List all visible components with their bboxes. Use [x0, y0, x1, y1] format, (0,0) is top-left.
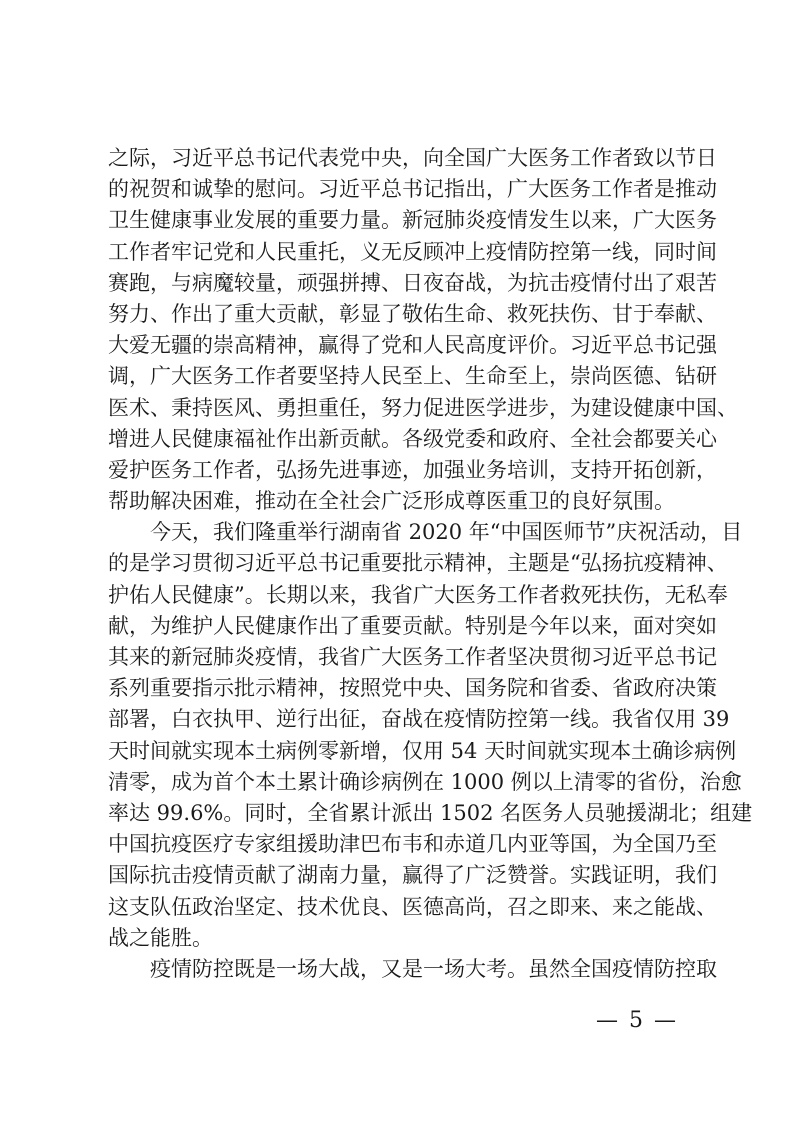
text-line: 大爱无疆的崇高精神，赢得了党和人民高度评价。习近平总书记强 — [108, 333, 717, 358]
text-line: 调，广大医务工作者要坚持人民至上、生命至上，崇尚医德、钻研 — [108, 364, 717, 389]
text-line: 努力、作出了重大贡献，彰显了敬佑生命、救死扶伤、甘于奉献、 — [108, 301, 717, 326]
text-line: 之际，习近平总书记代表党中央，向全国广大医务工作者致以节日 — [108, 146, 717, 170]
text-line: 今天，我们隆重举行湖南省 2020 年“中国医师节”庆祝活动，目 — [108, 520, 743, 545]
paragraph-3 — [108, 954, 717, 985]
body-text — [108, 143, 753, 985]
text-line: 国际抗击疫情贡献了湖南力量，赢得了广泛赞誉。实践证明，我们 — [108, 863, 717, 888]
text-line: 战之能胜。 — [108, 925, 213, 950]
text-line: 部署，白衣执甲、逆行出征，奋战在疫情防控第一线。我省仅用 39 — [108, 707, 730, 732]
text-line: 天时间就实现本土病例零新增，仅用 54 天时间就实现本土确诊病例 — [108, 738, 737, 763]
text-line: 中国抗疫医疗专家组援助津巴布韦和赤道几内亚等国，为全国乃至 — [108, 832, 717, 857]
text-line: 医术、秉持医风、勇担重任，努力促进医学进步，为建设健康中国、 — [108, 395, 738, 420]
text-line: 的是学习贯彻习近平总书记重要批示精神，主题是“弘扬抗疫精神、 — [108, 551, 728, 576]
text-line: 增进人民健康福祉作出新贡献。各级党委和政府、全社会都要关心 — [108, 426, 717, 451]
text-line: 爱护医务工作者，弘扬先进事迹，加强业务培训，支持开拓创新， — [108, 457, 717, 482]
page-number: — 5 — — [596, 1008, 678, 1033]
text-line: 献，为维护人民健康作出了重要贡献。特别是今年以来，面对突如 — [108, 613, 717, 638]
text-line: 赛跑，与病魔较量，顽强拼搏、日夜奋战，为抗击疫情付出了艰苦 — [108, 270, 717, 295]
text-line: 疫情防控既是一场大战，又是一场大考。虽然全国疫情防控取 — [108, 956, 717, 981]
text-line: 工作者牢记党和人民重托，义无反顾冲上疫情防控第一线，同时间 — [108, 239, 717, 264]
text-line: 其来的新冠肺炎疫情，我省广大医务工作者坚决贯彻习近平总书记 — [108, 645, 717, 669]
text-line: 这支队伍政治坚定、技术优良、医德高尚，召之即来、来之能战、 — [108, 894, 717, 919]
text-line: 清零，成为首个本土累计确诊病例在 1000 例以上清零的省份，治愈 — [108, 769, 742, 794]
paragraph-1 — [108, 143, 738, 517]
paragraph-2 — [108, 517, 753, 954]
text-line: 卫生健康事业发展的重要力量。新冠肺炎疫情发生以来，广大医务 — [108, 208, 717, 233]
text-line: 系列重要指示批示精神，按照党中央、国务院和省委、省政府决策 — [108, 676, 717, 701]
text-line: 率达 99.6%。同时，全省累计派出 1502 名医务人员驰援湖北；组建 — [108, 800, 753, 825]
text-line: 护佑人民健康”。长期以来，我省广大医务工作者救死扶伤，无私奉 — [108, 582, 728, 607]
text-line: 帮助解决困难，推动在全社会广泛形成尊医重卫的良好氛围。 — [108, 489, 675, 514]
text-line: 的祝贺和诚挚的慰问。习近平总书记指出，广大医务工作者是推动 — [108, 177, 717, 202]
